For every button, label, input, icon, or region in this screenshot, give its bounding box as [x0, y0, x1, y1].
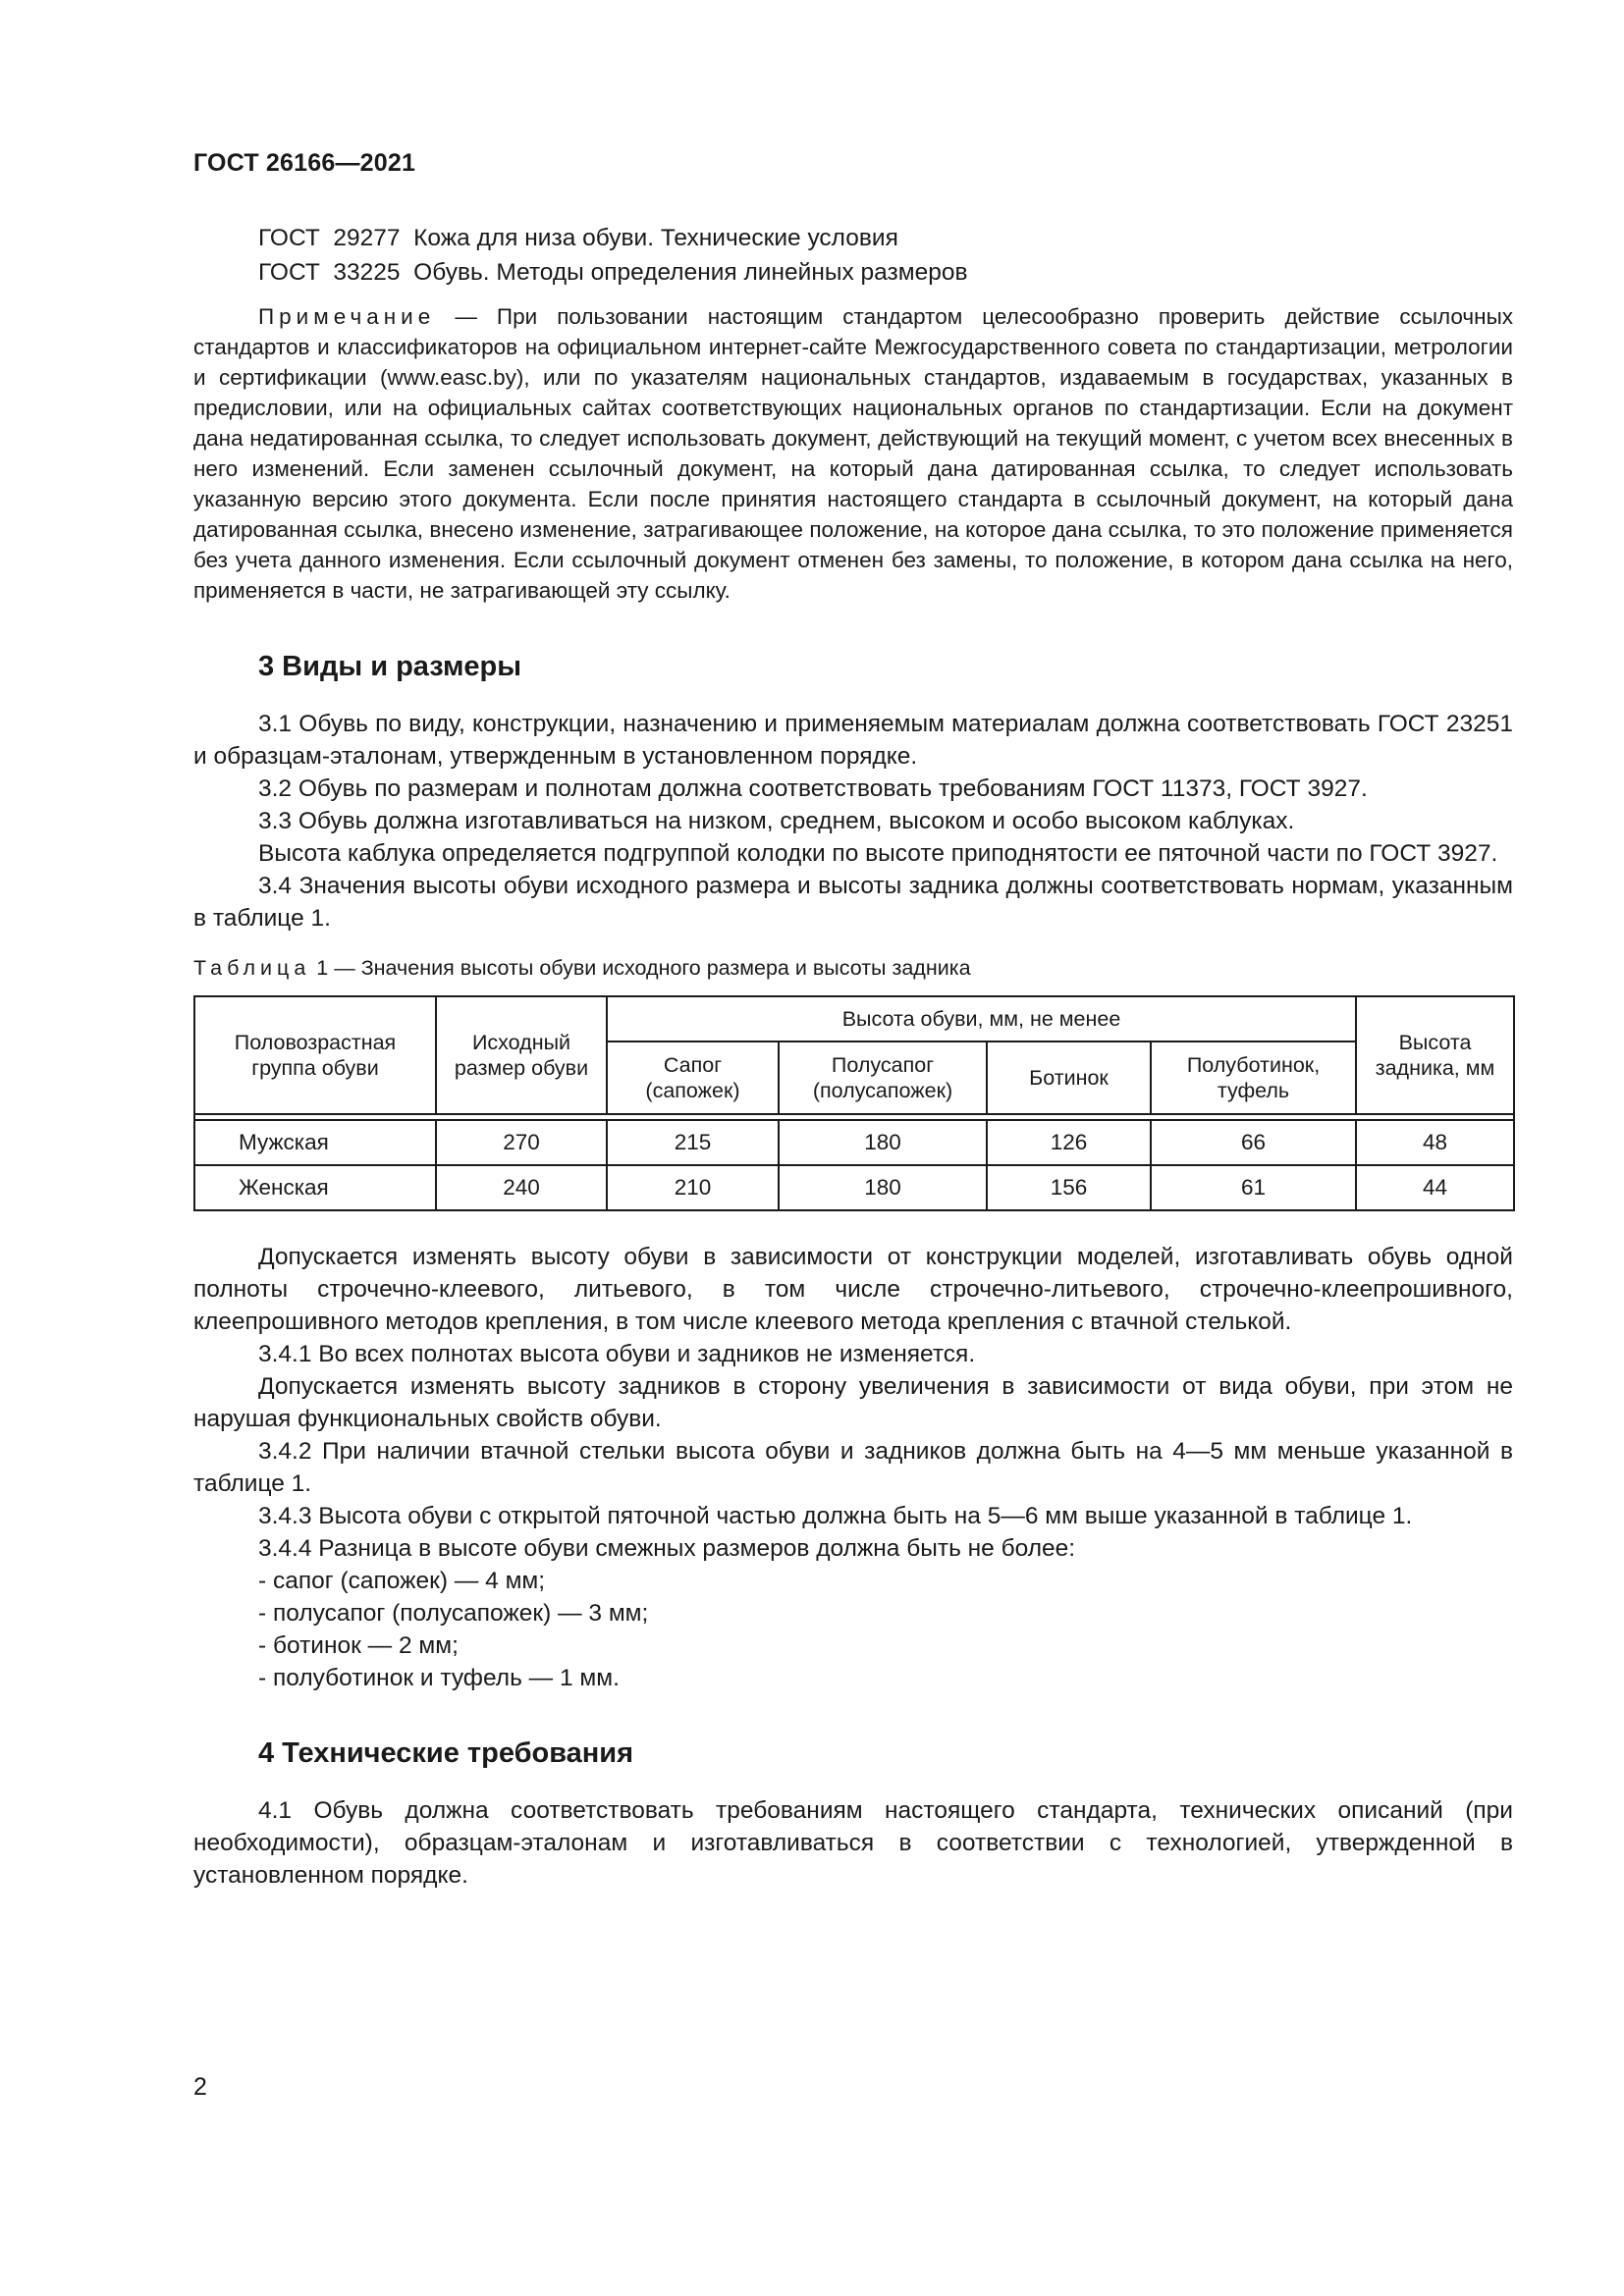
clause-3-4-4: 3.4.4 Разница в высоте обуви смежных размеров должна быть не более:	[258, 1535, 1076, 1562]
cell-boot: 210	[607, 1165, 779, 1210]
clause-3-4-1: 3.4.1 Во всех полнотах высота обуви и задников не изменяется.	[258, 1341, 976, 1367]
header-shoe-height-group: Высота обуви, мм, не менее	[607, 996, 1356, 1041]
header-low-shoe: Полуботинок, туфель	[1151, 1041, 1356, 1114]
cell-counter: 48	[1356, 1120, 1514, 1165]
cell-base-size: 240	[436, 1165, 607, 1210]
note-label: Примечание	[258, 304, 436, 329]
cell-half-boot: 180	[779, 1120, 987, 1165]
cell-half-boot: 180	[779, 1165, 987, 1210]
header-age-group: Половозрастная группа обуви	[194, 996, 436, 1114]
header-base-size: Исходный размер обуви	[436, 996, 607, 1114]
table-caption-text: 1 — Значения высоты обуви исходного размера и высоты задника	[310, 956, 971, 980]
cell-ankle-boot: 156	[987, 1165, 1151, 1210]
table-row	[194, 1120, 1514, 1165]
clause-3-3-heel-height: Высота каблука определяется подгруппой колодки по высоте приподнятости ее пяточной части по ГОСТ 3927.	[258, 840, 1498, 867]
header-half-boot: Полусапог (полусапожек)	[779, 1041, 987, 1114]
clause-3-3: 3.3 Обувь должна изготавливаться на низком, среднем, высоком и особо высоком каблуках.	[258, 808, 1295, 834]
clause-3-4-allowance: Допускается изменять высоту обуви в зависимости от конструкции моделей, изготавливать обувь одной полноты строчечно-клеевого, литьевого, в том числе строчечно-литьевого, строчечно-клеепрошивного, клеепрошивного методов крепления, в том числе клеевого метода крепления с втачной стелькой.	[193, 1244, 1513, 1335]
table-1-shoe-heights	[193, 995, 1515, 1211]
header-ankle-boot: Ботинок	[987, 1041, 1151, 1114]
note-paragraph	[193, 301, 1513, 606]
header-counter-height: Высота задника, мм	[1356, 996, 1514, 1114]
normative-reference: ГОСТ 33225 Обувь. Методы определения линейных размеров	[258, 259, 968, 286]
page-content	[193, 221, 1513, 1892]
clause-3-4-1-allowance: Допускается изменять высоту задников в сторону увеличения в зависимости от вида обуви, при этом не нарушая функциональных свойств обуви.	[193, 1373, 1513, 1432]
clause-3-2: 3.2 Обувь по размерам и полнотам должна соответствовать требованиям ГОСТ 11373, ГОСТ 3927.	[258, 775, 1368, 802]
cell-low-shoe: 61	[1151, 1165, 1356, 1210]
cell-boot: 215	[607, 1120, 779, 1165]
spacer	[193, 1211, 1513, 1241]
header-boot: Сапог (сапожек)	[607, 1041, 779, 1114]
cell-group: Женская	[194, 1165, 436, 1210]
clause-3-4-3: 3.4.3 Высота обуви с открытой пяточной частью должна быть на 5—6 мм выше указанной в таблице 1.	[258, 1503, 1413, 1529]
clause-3-4: 3.4 Значения высоты обуви исходного размера и высоты задника должны соответствовать нормам, указанным в таблице 1.	[193, 873, 1513, 932]
list-item: - ботинок — 2 мм;	[258, 1632, 459, 1659]
cell-ankle-boot: 126	[987, 1120, 1151, 1165]
clause-3-4-2: 3.4.2 При наличии втачной стельки высота обуви и задников должна быть на 4—5 мм меньше указанной в таблице 1.	[193, 1438, 1513, 1497]
cell-group: Мужская	[194, 1120, 436, 1165]
normative-reference: ГОСТ 29277 Кожа для низа обуви. Технические условия	[258, 225, 898, 251]
cell-counter: 44	[1356, 1165, 1514, 1210]
section-4-title: 4 Технические требования	[258, 1737, 634, 1769]
list-item: - сапог (сапожек) — 4 мм;	[258, 1568, 546, 1594]
table-caption-label: Таблица	[193, 956, 311, 980]
note-text: — При пользовании настоящим стандартом целесообразно проверить действие ссылочных стандартов и классификаторов на официальном интернет-сайте Межгосударственного совета по стандартизации, метрологии и сертификации (www.easc.by), или по указателям национальных стандартов, издаваемым в государствах, указанных в предисловии, или на официальных сайтах соответствующих национальных органов по стандартизации. Если на документ дана недатированная ссылка, то следует использовать документ, действующий на текущий момент, с учетом всех внесенных в него изменений. Если заменен ссылочный документ, на который дана датированная ссылка, то следует использовать указанную версию этого документа. Если после принятия настоящего стандарта в ссылочный документ, на который дана датированная ссылка, внесено изменение, затрагивающее положение, на которое дана ссылка, то это положение применяется без учета данного изменения. Если ссылочный документ отменен без замены, то положение, в котором дана ссылка на него, применяется в части, не затрагивающей эту ссылку.	[193, 304, 1513, 603]
table-row	[194, 1165, 1514, 1210]
table-1-caption	[193, 954, 1513, 982]
section-3-title: 3 Виды и размеры	[258, 651, 522, 682]
document-header-id: ГОСТ 26166—2021	[193, 149, 416, 177]
list-item: - полуботинок и туфель — 1 мм.	[258, 1665, 620, 1691]
cell-low-shoe: 66	[1151, 1120, 1356, 1165]
clause-4-1: 4.1 Обувь должна соответствовать требованиям настоящего стандарта, технических описаний (при необходимости), образцам-эталонам и изготавливаться в соответствии с технологией, утвержденной в установленном порядке.	[193, 1797, 1513, 1889]
list-item: - полусапог (полусапожек) — 3 мм;	[258, 1600, 649, 1627]
cell-base-size: 270	[436, 1120, 607, 1165]
clause-3-1: 3.1 Обувь по виду, конструкции, назначению и применяемым материалам должна соответствовать ГОСТ 23251 и образцам-эталонам, утвержденным в установленном порядке.	[193, 711, 1513, 770]
page-number: 2	[193, 2073, 207, 2101]
